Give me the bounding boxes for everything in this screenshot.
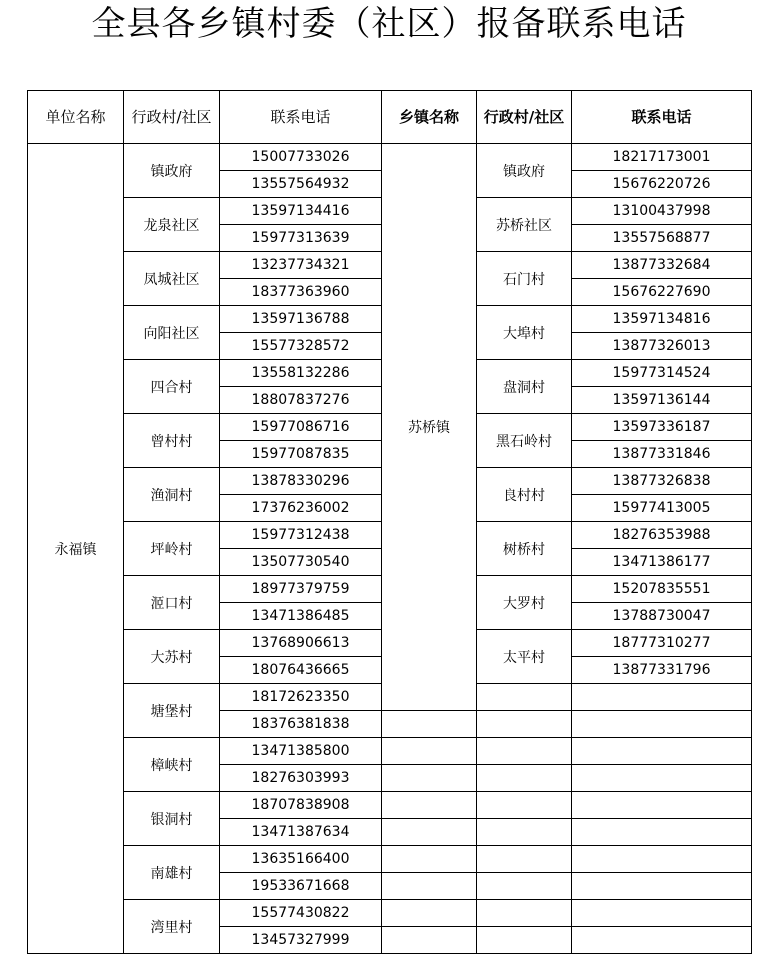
empty-cell — [382, 873, 477, 900]
empty-cell — [477, 765, 572, 792]
phone-cell: 18807837276 — [220, 387, 382, 414]
phone-cell: 13877326013 — [572, 333, 752, 360]
header-row — [28, 91, 752, 144]
phone-cell: 13597134816 — [572, 306, 752, 333]
table-row — [28, 792, 752, 819]
header-town-name: 乡镇名称 — [382, 91, 477, 144]
empty-cell — [572, 819, 752, 846]
empty-cell — [572, 738, 752, 765]
phone-cell: 15977314524 — [572, 360, 752, 387]
phone-cell: 15977087835 — [220, 441, 382, 468]
phone-cell: 13457327999 — [220, 927, 382, 954]
phone-cell: 13597136144 — [572, 387, 752, 414]
phone-cell: 13507730540 — [220, 549, 382, 576]
phone-cell: 18376381838 — [220, 711, 382, 738]
phone-cell: 13877331796 — [572, 657, 752, 684]
phone-cell: 19533671668 — [220, 873, 382, 900]
village-name-cell: 龙泉社区 — [124, 198, 220, 252]
header-phone: 联系电话 — [220, 91, 382, 144]
phone-cell: 13471386485 — [220, 603, 382, 630]
phone-cell: 13558132286 — [220, 360, 382, 387]
empty-cell — [477, 684, 572, 711]
village-name-cell: 大罗村 — [477, 576, 572, 630]
empty-cell — [572, 873, 752, 900]
village-name-cell: 良村村 — [477, 468, 572, 522]
empty-cell — [477, 900, 572, 927]
empty-cell — [572, 792, 752, 819]
village-name-cell: 曾村村 — [124, 414, 220, 468]
village-name-cell: 湾里村 — [124, 900, 220, 954]
village-name-cell: 树桥村 — [477, 522, 572, 576]
table-row — [28, 900, 752, 927]
phone-cell: 15977086716 — [220, 414, 382, 441]
phone-cell: 13471386177 — [572, 549, 752, 576]
empty-cell — [572, 684, 752, 711]
phone-cell: 13768906613 — [220, 630, 382, 657]
phone-cell: 13877332684 — [572, 252, 752, 279]
village-name-cell: 镇政府 — [477, 144, 572, 198]
village-name-cell: 大埠村 — [477, 306, 572, 360]
village-name-cell: 樟峡村 — [124, 738, 220, 792]
phone-cell: 15676227690 — [572, 279, 752, 306]
phone-cell: 18276353988 — [572, 522, 752, 549]
empty-cell — [382, 819, 477, 846]
page-title: 全县各乡镇村委（社区）报备联系电话 — [91, 4, 687, 44]
phone-cell: 15577328572 — [220, 333, 382, 360]
empty-cell — [382, 846, 477, 873]
empty-cell — [382, 792, 477, 819]
empty-cell — [572, 711, 752, 738]
phone-cell: 13788730047 — [572, 603, 752, 630]
village-name-cell: 苏桥社区 — [477, 198, 572, 252]
empty-cell — [382, 765, 477, 792]
village-name-cell: 坪岭村 — [124, 522, 220, 576]
table-row — [28, 738, 752, 765]
empty-cell — [572, 900, 752, 927]
village-name-cell: 太平村 — [477, 630, 572, 684]
phone-cell: 15977413005 — [572, 495, 752, 522]
contact-table — [27, 90, 752, 954]
phone-cell: 13471387634 — [220, 819, 382, 846]
phone-cell: 18076436665 — [220, 657, 382, 684]
empty-cell — [477, 711, 572, 738]
village-name-cell: 黑石岭村 — [477, 414, 572, 468]
village-name-cell: 塘堡村 — [124, 684, 220, 738]
header-phone-2: 联系电话 — [572, 91, 752, 144]
phone-cell: 18377363960 — [220, 279, 382, 306]
empty-cell — [572, 846, 752, 873]
empty-cell — [382, 927, 477, 954]
phone-cell: 13597134416 — [220, 198, 382, 225]
empty-cell — [382, 738, 477, 765]
phone-cell: 15007733026 — [220, 144, 382, 171]
phone-cell: 18977379759 — [220, 576, 382, 603]
empty-cell — [572, 765, 752, 792]
phone-cell: 18217173001 — [572, 144, 752, 171]
village-name-cell: 凤城社区 — [124, 252, 220, 306]
phone-cell: 13877326838 — [572, 468, 752, 495]
phone-cell: 15577430822 — [220, 900, 382, 927]
phone-cell: 13557568877 — [572, 225, 752, 252]
empty-cell — [382, 711, 477, 738]
village-name-cell: 大苏村 — [124, 630, 220, 684]
table-row — [28, 144, 752, 171]
phone-cell: 13877331846 — [572, 441, 752, 468]
empty-cell — [477, 873, 572, 900]
empty-cell — [477, 927, 572, 954]
phone-cell: 15676220726 — [572, 171, 752, 198]
empty-cell — [382, 900, 477, 927]
phone-cell: 18777310277 — [572, 630, 752, 657]
phone-cell: 13237734321 — [220, 252, 382, 279]
village-name-cell: 四合村 — [124, 360, 220, 414]
phone-cell: 13597136788 — [220, 306, 382, 333]
village-name-cell: 石门村 — [477, 252, 572, 306]
header-unit-name: 单位名称 — [28, 91, 124, 144]
empty-cell — [477, 738, 572, 765]
village-name-cell: 渔洞村 — [124, 468, 220, 522]
phone-cell: 17376236002 — [220, 495, 382, 522]
phone-cell: 15977312438 — [220, 522, 382, 549]
phone-cell: 15207835551 — [572, 576, 752, 603]
village-name-cell: 银洞村 — [124, 792, 220, 846]
table-row — [28, 846, 752, 873]
phone-cell: 18172623350 — [220, 684, 382, 711]
town-name-cell: 永福镇 — [28, 144, 124, 954]
village-name-cell: 向阳社区 — [124, 306, 220, 360]
phone-cell: 15977313639 — [220, 225, 382, 252]
header-village-2: 行政村/社区 — [477, 91, 572, 144]
phone-cell: 13557564932 — [220, 171, 382, 198]
village-name-cell: 南雄村 — [124, 846, 220, 900]
town-name-cell: 苏桥镇 — [382, 144, 477, 711]
phone-cell: 13635166400 — [220, 846, 382, 873]
header-village: 行政村/社区 — [124, 91, 220, 144]
phone-cell: 13100437998 — [572, 198, 752, 225]
phone-cell: 18276303993 — [220, 765, 382, 792]
empty-cell — [477, 792, 572, 819]
empty-cell — [572, 927, 752, 954]
phone-cell: 13471385800 — [220, 738, 382, 765]
phone-cell: 13597336187 — [572, 414, 752, 441]
village-name-cell: 镇政府 — [124, 144, 220, 198]
phone-cell: 18707838908 — [220, 792, 382, 819]
village-name-cell: 洍口村 — [124, 576, 220, 630]
phone-cell: 13878330296 — [220, 468, 382, 495]
village-name-cell: 盘洞村 — [477, 360, 572, 414]
empty-cell — [477, 846, 572, 873]
empty-cell — [477, 819, 572, 846]
